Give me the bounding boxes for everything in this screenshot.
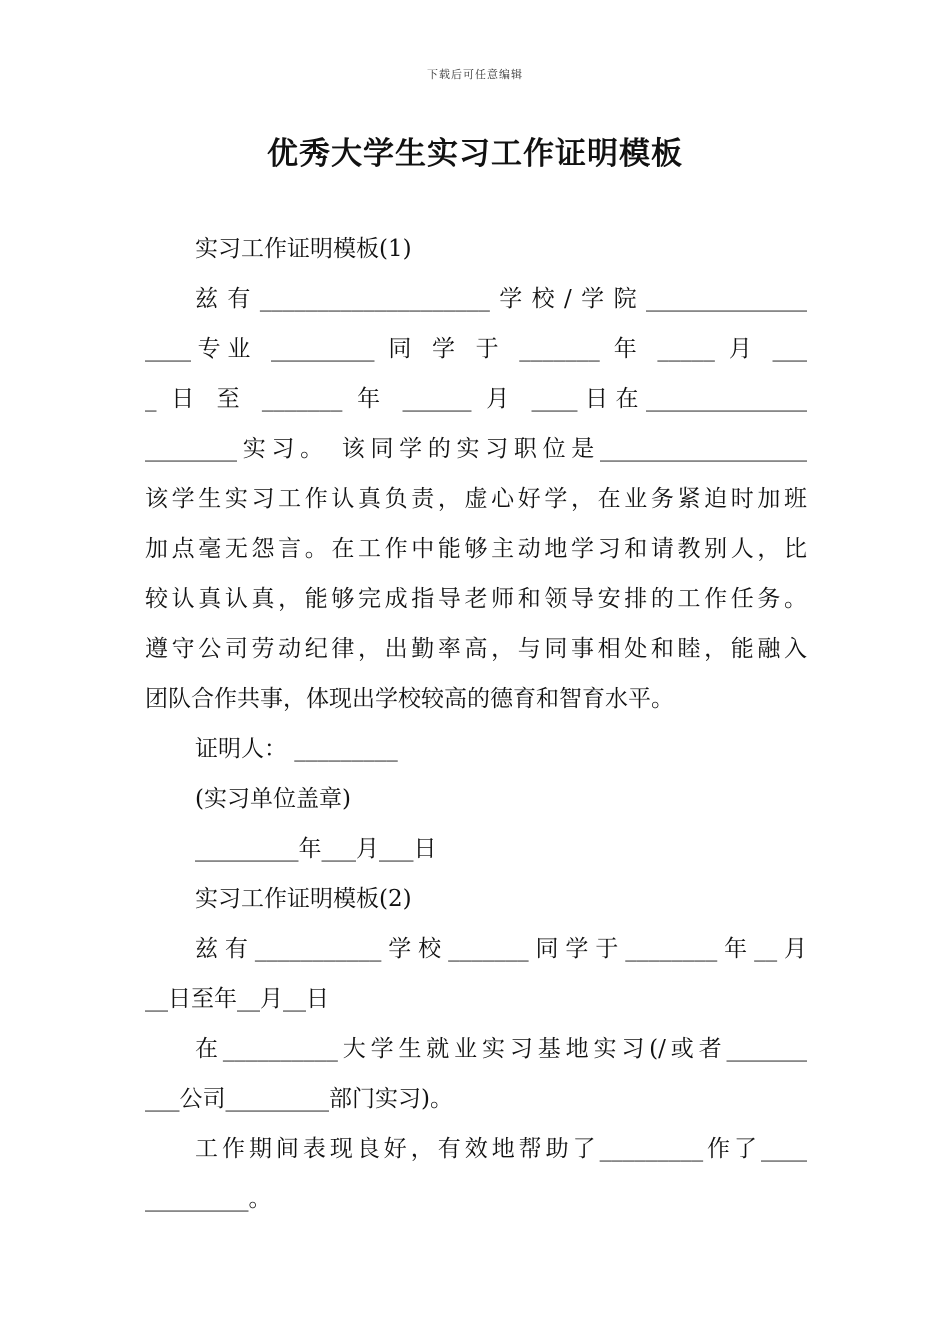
document-line: 兹有___________学校_______同学于________年__月 xyxy=(195,936,807,962)
document-line: ____专业 _________ 同 学 于 _______ 年 _____ 月 ___ xyxy=(145,336,807,362)
document-line: (实习单位盖章) xyxy=(195,786,351,812)
document-line: 实习工作证明模板(1) xyxy=(195,236,412,262)
document-line: __日至年__月__日 xyxy=(145,986,329,1012)
document-line: ________实习。 该同学的实习职位是__________________ xyxy=(145,436,807,462)
header-note: 下载后可任意编辑 xyxy=(427,68,523,81)
document-line: _ 日 至 _______ 年 ______ 月 ____日在______________ xyxy=(145,386,807,412)
document-line: _________。 xyxy=(145,1186,272,1212)
document-line: 遵守公司劳动纪律，出勤率高，与同事相处和睦，能融入 xyxy=(145,636,807,662)
document-line: 实习工作证明模板(2) xyxy=(195,886,412,912)
document-line: 在__________大学生就业实习基地实习(/或者_______ xyxy=(195,1036,807,1062)
document-line: 较认真认真，能够完成指导老师和领导安排的工作任务。 xyxy=(145,586,807,612)
document-line: ___公司_________部门实习)。 xyxy=(145,1086,453,1112)
document-line: 团队合作共事，体现出学校较高的德育和智育水平。 xyxy=(145,686,674,712)
document-line: 工作期间表现良好，有效地帮助了_________作了____ xyxy=(195,1136,807,1162)
document-line: 兹有____________________学校/学院______________ xyxy=(195,286,807,312)
document-line: 加点毫无怨言。在工作中能够主动地学习和请教别人，比 xyxy=(145,536,807,562)
document-line: 证明人： _________ xyxy=(195,736,398,762)
document-line: _________年___月___日 xyxy=(195,836,437,862)
document-line: 该学生实习工作认真负责，虚心好学，在业务紧迫时加班 xyxy=(145,486,807,512)
document-body xyxy=(145,224,807,1224)
document-title: 优秀大学生实习工作证明模板 xyxy=(267,136,683,172)
